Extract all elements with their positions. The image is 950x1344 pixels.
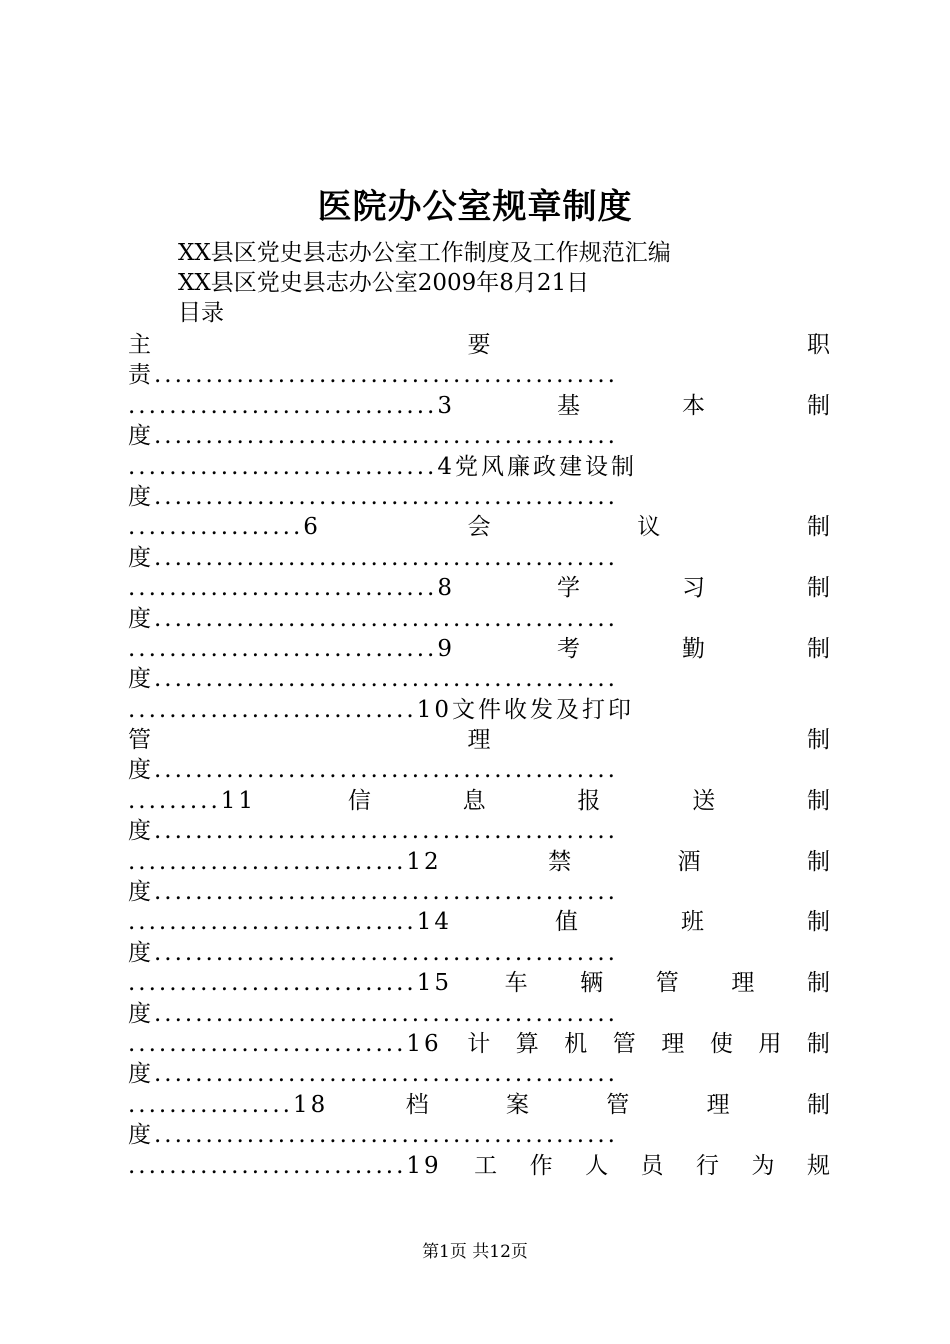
toc-token: 人 — [585, 1152, 609, 1179]
toc-token: 考 — [556, 635, 580, 662]
toc-line — [128, 907, 830, 937]
toc-token: 理 — [731, 970, 755, 997]
toc-token: 学 — [556, 575, 580, 602]
toc-line — [128, 543, 830, 573]
toc-line — [128, 938, 830, 968]
toc-token: 勤 — [681, 635, 705, 662]
toc-line — [128, 999, 830, 1029]
toc-token: 制 — [806, 1030, 830, 1057]
toc-token: 制 — [806, 1091, 830, 1118]
toc-line — [128, 482, 830, 512]
toc-token: 计 — [467, 1030, 491, 1057]
toc-token: ...........................12 — [128, 848, 442, 875]
toc-token: 制 — [807, 727, 830, 754]
toc-token: 管 — [655, 970, 679, 997]
toc-token: 酒 — [677, 848, 701, 875]
toc-line — [128, 604, 830, 634]
toc-text: 度............................................. — [128, 544, 618, 571]
toc-token: 管 — [612, 1030, 636, 1057]
toc-token: 行 — [696, 1152, 720, 1179]
toc-token: 制 — [806, 575, 830, 602]
toc-token: 理 — [467, 727, 491, 754]
toc-line — [128, 695, 830, 725]
toc-token: ..............................3 — [128, 392, 455, 419]
toc-token: .........11 — [128, 787, 257, 814]
toc-token: 规 — [806, 1152, 830, 1179]
toc-text: 责............................................. — [128, 362, 618, 389]
toc-text: 度............................................. — [128, 757, 618, 784]
table-of-contents — [128, 330, 830, 1181]
toc-line — [128, 1029, 830, 1059]
toc-token: 使 — [709, 1030, 733, 1057]
toc-token: 基 — [556, 392, 580, 419]
toc-text: 度............................................. — [128, 666, 618, 693]
toc-token: 送 — [692, 787, 716, 814]
toc-token: ..............................9 — [128, 635, 455, 662]
toc-token: 案 — [505, 1091, 529, 1118]
toc-token: ............................15 — [128, 970, 452, 997]
date-line: XX县区党史县志办公室2009年8月21日 — [178, 270, 590, 296]
toc-token: 制 — [806, 787, 830, 814]
toc-token: 用 — [758, 1030, 782, 1057]
toc-token: 理 — [661, 1030, 685, 1057]
toc-line — [128, 725, 830, 755]
toc-token: 档 — [405, 1091, 429, 1118]
toc-token: 制 — [806, 848, 830, 875]
toc-line — [128, 421, 830, 451]
toc-text: ............................10文件收发及打印 — [128, 696, 634, 723]
toc-token: 算 — [515, 1030, 539, 1057]
toc-token: ................18 — [128, 1091, 329, 1118]
toc-token: ............................14 — [128, 909, 452, 936]
toc-token: 议 — [637, 514, 661, 541]
toc-line — [128, 1151, 830, 1181]
toc-text: ..............................4党风廉政建设制 — [128, 453, 637, 480]
toc-text: 度............................................. — [128, 939, 618, 966]
toc-text: 度............................................. — [128, 483, 618, 510]
toc-token: 信 — [347, 787, 371, 814]
toc-token: 报 — [577, 787, 601, 814]
toc-line — [128, 1120, 830, 1150]
toc-token: ...........................16 — [128, 1030, 442, 1057]
toc-line — [128, 755, 830, 785]
toc-token: 制 — [806, 392, 830, 419]
toc-token: 主 — [128, 332, 151, 358]
page-footer: 第1页 共12页 — [422, 1242, 528, 1262]
toc-line — [128, 816, 830, 846]
toc-token: 管 — [606, 1091, 630, 1118]
toc-token: ..............................8 — [128, 575, 455, 602]
toc-heading: 目录 — [178, 300, 224, 326]
toc-token: 职 — [807, 332, 830, 358]
toc-token: 制 — [806, 970, 830, 997]
toc-token: 习 — [681, 575, 705, 602]
toc-text: 度............................................. — [128, 1000, 618, 1027]
toc-token: 管 — [128, 727, 151, 754]
toc-line — [128, 847, 830, 877]
toc-line — [128, 330, 830, 360]
document-title: 医院办公室规章制度 — [317, 187, 633, 227]
toc-line — [128, 786, 830, 816]
toc-line — [128, 573, 830, 603]
toc-token: 本 — [681, 392, 705, 419]
toc-token: 机 — [564, 1030, 588, 1057]
toc-token: 会 — [467, 514, 491, 541]
toc-token: 息 — [462, 787, 486, 814]
toc-token: 班 — [680, 909, 704, 936]
toc-token: 车 — [504, 970, 528, 997]
toc-text: 度............................................. — [128, 879, 618, 906]
toc-line — [128, 634, 830, 664]
toc-text: 度............................................. — [128, 1122, 618, 1149]
toc-text: 度............................................. — [128, 818, 618, 845]
toc-text: 度............................................. — [128, 423, 618, 450]
toc-token: 理 — [706, 1091, 730, 1118]
toc-token: 工 — [474, 1152, 498, 1179]
toc-line — [128, 512, 830, 542]
toc-line — [128, 877, 830, 907]
toc-line — [128, 452, 830, 482]
toc-text: 度............................................. — [128, 1061, 618, 1088]
toc-text: 度............................................. — [128, 605, 618, 632]
toc-token: 制 — [806, 635, 830, 662]
toc-line — [128, 1090, 830, 1120]
toc-token: 禁 — [548, 848, 572, 875]
toc-line — [128, 664, 830, 694]
toc-token: 员 — [640, 1152, 664, 1179]
toc-token: 要 — [467, 332, 491, 358]
toc-token: 辆 — [580, 970, 604, 997]
toc-line — [128, 360, 830, 390]
toc-token: 制 — [806, 514, 830, 541]
toc-line — [128, 968, 830, 998]
toc-token: .................6 — [128, 514, 321, 541]
toc-line — [128, 1059, 830, 1089]
toc-token: ...........................19 — [128, 1152, 442, 1179]
subtitle-line: XX县区党史县志办公室工作制度及工作规范汇编 — [178, 240, 671, 266]
toc-token: 作 — [529, 1152, 553, 1179]
toc-line — [128, 391, 830, 421]
toc-token: 制 — [806, 909, 830, 936]
toc-token: 值 — [554, 909, 578, 936]
toc-token: 为 — [751, 1152, 775, 1179]
